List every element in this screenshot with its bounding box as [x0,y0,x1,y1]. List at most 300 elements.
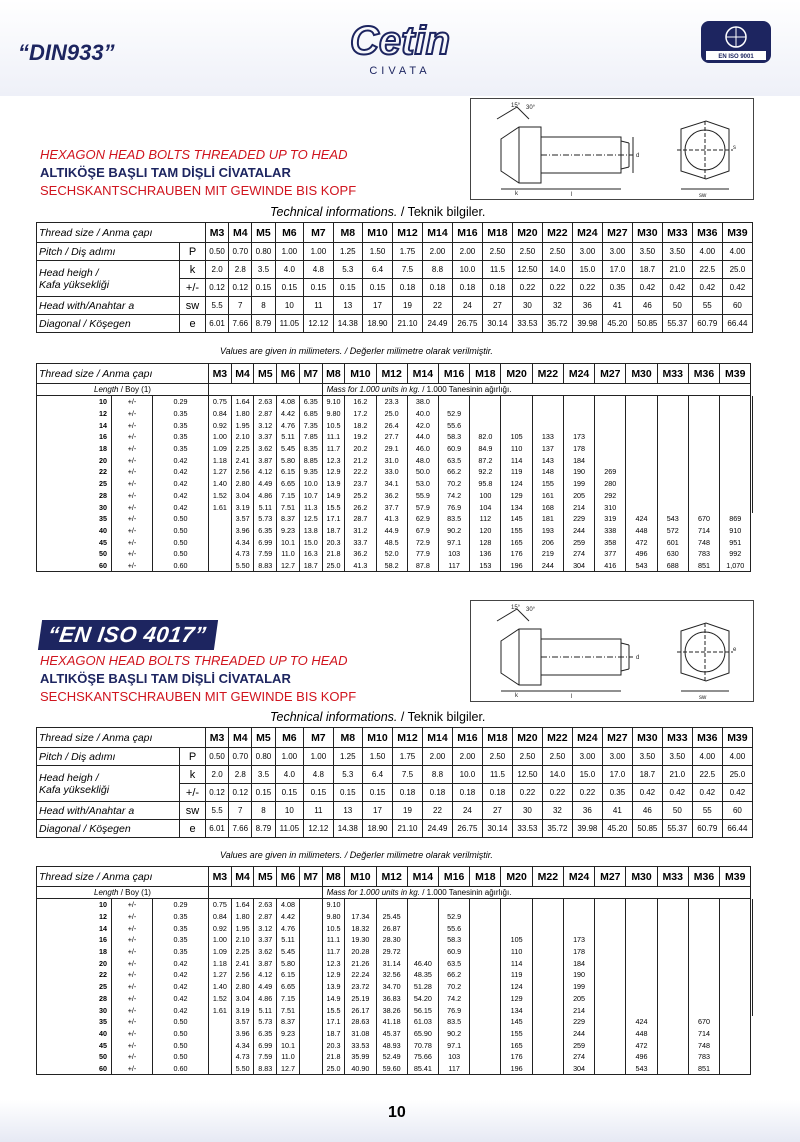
mass-value: 0.75 [209,899,232,911]
mass-value [657,993,688,1005]
diagonal-value: 39.98 [572,315,602,333]
head-height-value: 17.0 [602,261,632,279]
mass-value [532,922,563,934]
mass-value: 1.80 [231,408,254,420]
length-value: 12 [37,911,112,923]
mass-value [657,911,688,923]
mass-value: 13.9 [322,478,345,490]
mass-value: 3.87 [254,454,277,466]
pitch-value: 1.75 [392,243,422,261]
mass-value [532,1063,563,1075]
mass-value: 21.8 [322,548,345,560]
size-col-M33: M33 [662,728,692,748]
mass-value: 44.9 [376,525,407,537]
mass-value [626,899,657,911]
mass-value: 205 [563,993,594,1005]
mass-value: 77.9 [407,548,438,560]
mass-value: 4.34 [231,1039,254,1051]
mass-value [439,899,470,911]
size-col-M30: M30 [632,223,662,243]
mass-value: 274 [563,1051,594,1063]
mass-value [720,490,751,502]
mass-value: 6.65 [277,478,300,490]
size-col-M14: M14 [422,728,452,748]
mass-value [657,454,688,466]
svg-text:15°: 15° [511,605,521,611]
diagonal-value: 7.66 [229,315,252,333]
mass-value [751,408,753,420]
head-tolerance-symbol: +/- [180,784,206,802]
mass-value: 714 [688,525,719,537]
mass-value [720,431,751,443]
pitch-value: 0.80 [252,748,275,766]
mass-value: 214 [563,501,594,513]
pitch-value: 1.50 [363,243,393,261]
mass-value: 9.23 [277,525,300,537]
mass-value: 9.80 [322,408,345,420]
mass-value: 6.99 [254,536,277,548]
mass-subheader-blank [209,384,323,396]
tolerance-sign: +/- [112,1039,153,1051]
tolerance-value: 0.60 [153,1063,209,1075]
mass-value: 12.9 [322,466,345,478]
mass-value [501,911,532,923]
mass-value [345,899,376,911]
mass-value [595,396,626,408]
mass-value: 8.37 [277,1016,300,1028]
mass-value: 100 [470,490,501,502]
head-height-value: 18.7 [632,261,662,279]
mass-row [37,454,753,466]
tolerance-value: 0.42 [153,969,209,981]
tolerance-sign: +/- [112,490,153,502]
mass-value: 128 [470,536,501,548]
mass-value [209,513,232,525]
mass-value: 199 [563,478,594,490]
mass-row [37,1028,753,1040]
mass-value: 48.5 [376,536,407,548]
mass-value: 20.3 [322,536,345,548]
mass-value: 4.76 [277,419,300,431]
mass-value: 145 [501,513,532,525]
mass-value [563,419,594,431]
mass-value: 55.6 [439,922,470,934]
mass-value: 184 [563,957,594,969]
mass-value: 10.5 [322,922,345,934]
mass-value: 1.95 [231,419,254,431]
mass-value [299,1028,322,1040]
mass-value: 165 [501,1039,532,1051]
mass-value [688,419,719,431]
mass-value [657,899,688,911]
mass-value [595,993,626,1005]
mass-value: 2.25 [231,443,254,455]
mass-value: 7.59 [254,548,277,560]
mass-value: 1.64 [231,899,254,911]
mass-value: 19.2 [345,431,376,443]
size-col-M16: M16 [439,364,470,384]
section2-tech-heading: Technical informations. / Teknik bilgiler. [270,710,486,724]
mass-value: 3.19 [231,501,254,513]
mass-value: 38.0 [407,396,438,408]
head-width-value: 27 [482,802,512,820]
tolerance-sign: +/- [112,1004,153,1016]
head-tolerance-value: 0.12 [229,784,252,802]
pitch-symbol: P [180,243,206,261]
length-value: 18 [37,443,112,455]
mass-value: 51.28 [407,981,438,993]
pitch-value: 1.00 [304,748,333,766]
mass-value: 76.9 [439,501,470,513]
mass-value [751,466,753,478]
head-tolerance-value: 0.42 [632,784,662,802]
mass-value [720,419,751,431]
diagonal-label: Diagonal / Köşegen [37,820,180,838]
mass-value: 15.5 [322,1004,345,1016]
head-height-value: 21.0 [662,766,692,784]
mass-value: 60.9 [439,443,470,455]
head-height-value: 4.8 [304,766,333,784]
mass-value [688,454,719,466]
mass-value: 143 [532,454,563,466]
mass-value: 1.80 [231,911,254,923]
mass-value: 134 [501,501,532,513]
head-height-value: 4.8 [304,261,333,279]
length-label: Length / Boy (1) [37,384,209,396]
mass-value: 14.9 [322,490,345,502]
svg-text:sw: sw [699,695,707,701]
mass-value: 26.87 [376,922,407,934]
mass-value [751,396,753,408]
mass-value [595,911,626,923]
head-tolerance-value: 0.22 [572,279,602,297]
mass-value: 12.5 [299,513,322,525]
diagonal-value: 24.49 [422,820,452,838]
mass-value [657,922,688,934]
mass-value: 992 [720,548,751,560]
tolerance-value: 0.42 [153,478,209,490]
head-tolerance-value: 0.15 [252,784,275,802]
section2-mass-table [36,866,753,1075]
mass-value: 17.1 [322,513,345,525]
head-height-value: 6.4 [363,261,393,279]
mass-value: 5.50 [231,560,254,572]
mass-value: 10.5 [322,419,345,431]
mass-value [688,957,719,969]
mass-value [626,1004,657,1016]
diagonal-value: 12.12 [304,820,333,838]
head-height-value: 10.0 [452,261,482,279]
mass-value: 18.2 [345,419,376,431]
pitch-row [37,748,753,766]
mass-value: 496 [626,548,657,560]
head-height-value: 4.0 [275,766,304,784]
mass-value [439,396,470,408]
mass-value: 23.7 [345,478,376,490]
size-col-M8: M8 [322,867,345,887]
mass-value: 184 [563,454,594,466]
mass-value: 15.0 [299,536,322,548]
mass-value [595,1039,626,1051]
head-height-value: 12.50 [512,766,542,784]
mass-value [751,981,753,993]
mass-value [657,408,688,420]
length-value: 18 [37,946,112,958]
mass-row [37,911,753,923]
mass-value: 10.1 [277,1039,300,1051]
mass-value [563,922,594,934]
mass-value [532,993,563,1005]
mass-value: 11.3 [299,501,322,513]
mass-value [751,454,753,466]
size-col-M27: M27 [602,728,632,748]
mass-value: 31.0 [376,454,407,466]
mass-value: 161 [532,490,563,502]
mass-value: 90.2 [439,525,470,537]
mass-value: 12.3 [322,957,345,969]
size-col-M30: M30 [626,867,657,887]
mass-value: 41.3 [345,560,376,572]
standard-title-din933: “DIN933” [18,40,115,65]
mass-row [37,1039,753,1051]
mass-value: 280 [595,478,626,490]
mass-value: 33.7 [345,536,376,548]
mass-value: 2.63 [254,396,277,408]
mass-value: 31.2 [345,525,376,537]
mass-subheader-row [37,384,753,396]
mass-value: 206 [532,536,563,548]
pitch-value: 1.50 [363,748,393,766]
mass-value [595,899,626,911]
mass-value: 25.0 [322,1063,345,1075]
bolt-technical-drawing-1 [470,98,754,200]
mass-value [626,466,657,478]
head-width-value: 19 [392,802,422,820]
mass-value: 543 [657,513,688,525]
mass-value: 3.37 [254,431,277,443]
mass-row [37,443,753,455]
mass-value: 6.99 [254,1039,277,1051]
mass-value: 97.1 [439,1039,470,1051]
mass-value [595,454,626,466]
section2-description [40,652,356,706]
mass-value [470,993,501,1005]
mass-value: 2.56 [231,969,254,981]
mass-value [532,957,563,969]
mass-value: 543 [626,1063,657,1075]
length-value: 45 [37,536,112,548]
head-tolerance-value: 0.18 [452,784,482,802]
tolerance-sign: +/- [112,946,153,958]
head-height-symbol: k [180,766,206,784]
length-value: 16 [37,934,112,946]
head-width-value: 8 [252,297,275,315]
pitch-value: 2.00 [452,243,482,261]
mass-value: 472 [626,536,657,548]
tolerance-sign: +/- [112,934,153,946]
pitch-value: 3.50 [632,748,662,766]
mass-value: 48.0 [407,454,438,466]
mass-value: 66.2 [439,466,470,478]
head-width-value: 17 [363,802,393,820]
length-value: 35 [37,1016,112,1028]
pitch-value: 3.00 [572,748,602,766]
mass-value [626,911,657,923]
head-tolerance-value: 0.18 [392,279,422,297]
mass-value [657,1028,688,1040]
mass-value [299,899,322,911]
mass-value [209,536,232,548]
diagonal-value: 21.10 [392,820,422,838]
mass-value: 670 [688,513,719,525]
tolerance-value: 0.42 [153,501,209,513]
length-value: 30 [37,501,112,513]
size-col-M36: M36 [688,867,719,887]
pitch-value: 3.50 [662,243,692,261]
mass-value [626,408,657,420]
mass-value: 3.37 [254,934,277,946]
svg-text:e: e [733,647,737,653]
head-tolerance-value: 0.42 [722,279,752,297]
head-width-symbol: sw [180,802,206,820]
pitch-value: 2.00 [452,748,482,766]
mass-value [720,899,751,911]
mass-value [209,548,232,560]
diagonal-value: 8.79 [252,820,275,838]
mass-value [407,899,438,911]
mass-value: 70.2 [439,981,470,993]
head-tolerance-value: 0.42 [692,784,722,802]
mass-value: 9.80 [322,911,345,923]
mass-value: 714 [688,1028,719,1040]
mass-value [595,934,626,946]
mass-value [470,419,501,431]
mass-value [751,490,753,502]
mass-value: 124 [501,478,532,490]
tolerance-value: 0.35 [153,911,209,923]
mass-value: 34.1 [376,478,407,490]
size-col-M10: M10 [345,867,376,887]
mass-value [751,501,753,513]
mass-value: 60.9 [439,946,470,958]
size-col-M16: M16 [452,223,482,243]
mass-value: 358 [595,536,626,548]
head-width-row [37,802,753,820]
svg-text:sw: sw [699,193,707,199]
mass-value: 104 [470,501,501,513]
mass-value [209,525,232,537]
head-height-value: 8.8 [422,766,452,784]
mass-value: 9.10 [322,396,345,408]
head-height-value: 5.3 [333,766,362,784]
head-tolerance-value: 0.42 [662,279,692,297]
mass-value: 2.10 [231,934,254,946]
head-height-value: 2.0 [206,261,229,279]
mass-value: 62.9 [407,513,438,525]
size-col-M20: M20 [501,364,532,384]
mass-value: 9.23 [277,1028,300,1040]
mass-value: 95.8 [470,478,501,490]
mass-value: 41.18 [376,1016,407,1028]
mass-value: 12.9 [322,969,345,981]
mass-value: 129 [501,490,532,502]
head-height-symbol: k [180,261,206,279]
pitch-value: 3.50 [632,243,662,261]
mass-row [37,490,753,502]
thread-size-label: Thread size / Anma çapı [37,364,209,384]
mass-value [626,946,657,958]
head-tolerance-value: 0.18 [482,784,512,802]
head-width-value: 60 [722,802,752,820]
tolerance-value: 0.50 [153,525,209,537]
mass-value: 41.3 [376,513,407,525]
mass-value: 4.12 [254,969,277,981]
diagonal-symbol: e [180,315,206,333]
mass-value: 2.56 [231,466,254,478]
head-width-value: 7 [229,802,252,820]
mass-value: 7.59 [254,1051,277,1063]
cetin-logo [310,10,490,80]
section2-desc-de: SECHSKANTSCHRAUBEN MIT GEWINDE BIS KOPF [40,689,357,704]
mass-row [37,536,753,548]
svg-text:k: k [515,191,518,197]
section1-desc-en: HEXAGON HEAD BOLTS THREADED UP TO HEAD [40,147,348,162]
mass-value: 6.15 [277,969,300,981]
size-col-M16: M16 [439,867,470,887]
mass-value: 17.34 [345,911,376,923]
head-height-value: 21.0 [662,261,692,279]
mass-value: 52.9 [439,408,470,420]
mass-value: 36.83 [376,993,407,1005]
mass-value [720,501,751,513]
tolerance-sign: +/- [112,525,153,537]
mass-value: 377 [595,548,626,560]
head-width-value: 17 [363,297,393,315]
mass-value: 4.86 [254,993,277,1005]
mass-value: 310 [595,501,626,513]
mass-value [688,922,719,934]
head-height-value: 12.50 [512,261,542,279]
mass-value: 63.5 [439,957,470,969]
diagonal-value: 66.44 [722,820,752,838]
mass-value: 119 [501,466,532,478]
mass-value: 21.26 [345,957,376,969]
head-width-value: 24 [452,297,482,315]
mass-value: 52.49 [376,1051,407,1063]
mass-value [501,922,532,934]
mass-value: 4.49 [254,981,277,993]
section1-mass-table [36,363,753,572]
tolerance-sign: +/- [112,478,153,490]
mass-value [470,911,501,923]
tech-header-row [37,223,753,243]
mass-value: 20.2 [345,443,376,455]
mass-row [37,1016,753,1028]
head-tolerance-value: 0.22 [542,784,572,802]
head-tolerance-value: 0.18 [422,784,452,802]
mass-value [657,419,688,431]
mass-header-row [37,364,753,384]
mass-header-row [37,867,753,887]
mass-value [688,431,719,443]
mass-value: 137 [532,443,563,455]
mass-value: 304 [563,1063,594,1075]
mass-value: 6.35 [254,1028,277,1040]
mass-value: 97.1 [439,536,470,548]
tolerance-sign: +/- [112,454,153,466]
length-value: 14 [37,419,112,431]
mass-value [688,466,719,478]
